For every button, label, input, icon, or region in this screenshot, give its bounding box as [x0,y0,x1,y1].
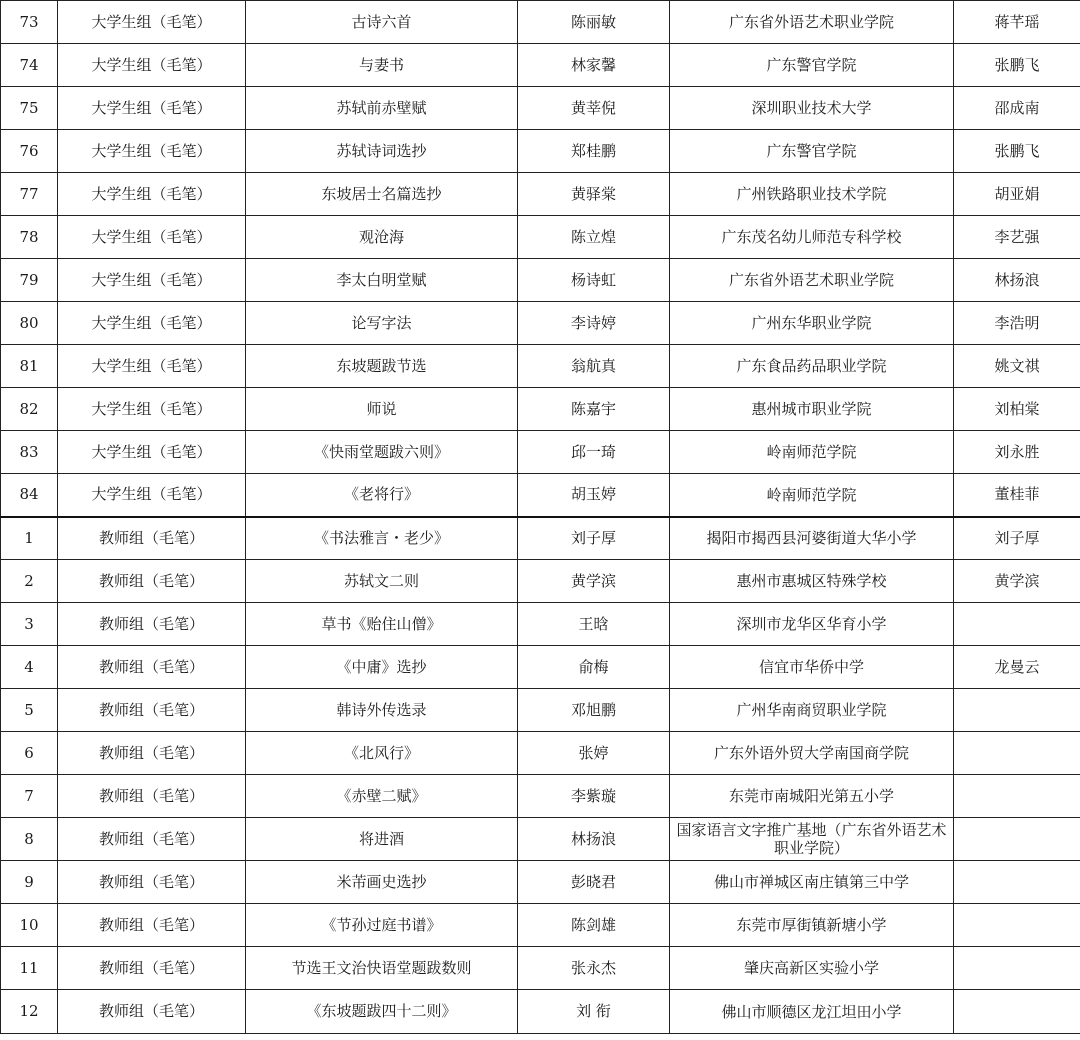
cell-number: 77 [1,173,58,216]
cell-number: 75 [1,87,58,130]
cell-author: 陈立煌 [518,216,670,259]
table-row [1,861,1080,904]
cell-author: 陈剑雄 [518,904,670,947]
cell-group: 大学生组（毛笔） [58,173,246,216]
cell-school: 东莞市厚街镇新塘小学 [670,904,954,947]
cell-author: 陈嘉宇 [518,388,670,431]
cell-number: 2 [1,560,58,603]
cell-number: 79 [1,259,58,302]
cell-work-title: 论写字法 [246,302,518,345]
cell-group: 大学生组（毛笔） [58,87,246,130]
cell-number: 74 [1,44,58,87]
cell-school: 深圳市龙华区华育小学 [670,603,954,646]
cell-school: 广东警官学院 [670,44,954,87]
cell-group: 教师组（毛笔） [58,775,246,818]
cell-school: 揭阳市揭西县河婆街道大华小学 [670,517,954,560]
cell-teacher [954,775,1080,818]
table-row [1,302,1080,345]
cell-teacher: 胡亚娟 [954,173,1080,216]
cell-author: 黄学滨 [518,560,670,603]
cell-group: 教师组（毛笔） [58,861,246,904]
table-row [1,87,1080,130]
cell-author: 俞梅 [518,646,670,689]
cell-school: 广州华南商贸职业学院 [670,689,954,732]
cell-school: 广东食品药品职业学院 [670,345,954,388]
cell-group: 大学生组（毛笔） [58,302,246,345]
cell-school: 国家语言文字推广基地（广东省外语艺术职业学院） [670,818,954,861]
cell-number: 6 [1,732,58,775]
cell-number: 1 [1,517,58,560]
cell-teacher [954,947,1080,990]
cell-work-title: 韩诗外传选录 [246,689,518,732]
cell-teacher: 黄学滨 [954,560,1080,603]
cell-work-title: 观沧海 [246,216,518,259]
cell-school: 广东茂名幼儿师范专科学校 [670,216,954,259]
cell-school: 广东外语外贸大学南国商学院 [670,732,954,775]
cell-work-title: 《北风行》 [246,732,518,775]
cell-work-title: 将进酒 [246,818,518,861]
cell-work-title: 东坡题跋节选 [246,345,518,388]
cell-group: 大学生组（毛笔） [58,44,246,87]
cell-school: 岭南师范学院 [670,431,954,474]
cell-number: 84 [1,474,58,517]
cell-author: 黄驿棠 [518,173,670,216]
cell-group: 教师组（毛笔） [58,689,246,732]
cell-school: 广州铁路职业技术学院 [670,173,954,216]
cell-work-title: 《书法雅言・老少》 [246,517,518,560]
table-row [1,130,1080,173]
cell-work-title: 《中庸》选抄 [246,646,518,689]
cell-group: 教师组（毛笔） [58,732,246,775]
cell-school: 深圳职业技术大学 [670,87,954,130]
cell-author: 翁航真 [518,345,670,388]
cell-group: 大学生组（毛笔） [58,259,246,302]
cell-group: 大学生组（毛笔） [58,1,246,44]
table-row [1,560,1080,603]
table-row [1,474,1080,517]
cell-author: 陈丽敏 [518,1,670,44]
cell-teacher [954,904,1080,947]
cell-number: 81 [1,345,58,388]
cell-teacher: 李浩明 [954,302,1080,345]
cell-group: 大学生组（毛笔） [58,388,246,431]
cell-teacher: 刘柏棠 [954,388,1080,431]
cell-teacher: 林扬浪 [954,259,1080,302]
cell-school: 广东警官学院 [670,130,954,173]
cell-number: 10 [1,904,58,947]
cell-work-title: 与妻书 [246,44,518,87]
cell-school: 惠州市惠城区特殊学校 [670,560,954,603]
cell-teacher: 董桂菲 [954,474,1080,517]
cell-group: 教师组（毛笔） [58,603,246,646]
cell-teacher [954,861,1080,904]
cell-author: 刘子厚 [518,517,670,560]
cell-school: 广东省外语艺术职业学院 [670,1,954,44]
table-row [1,388,1080,431]
cell-work-title: 《快雨堂题跋六则》 [246,431,518,474]
cell-work-title: 《老将行》 [246,474,518,517]
cell-number: 82 [1,388,58,431]
cell-group: 教师组（毛笔） [58,990,246,1034]
cell-work-title: 苏轼诗词选抄 [246,130,518,173]
cell-work-title: 师说 [246,388,518,431]
cell-author: 杨诗虹 [518,259,670,302]
cell-author: 刘 衔 [518,990,670,1034]
cell-work-title: 古诗六首 [246,1,518,44]
table-row [1,259,1080,302]
cell-teacher: 龙曼云 [954,646,1080,689]
table-row [1,216,1080,259]
cell-author: 李紫璇 [518,775,670,818]
cell-school: 肇庆高新区实验小学 [670,947,954,990]
cell-author: 彭晓君 [518,861,670,904]
cell-work-title: 米芾画史选抄 [246,861,518,904]
cell-group: 教师组（毛笔） [58,517,246,560]
cell-work-title: 草书《贻住山僧》 [246,603,518,646]
cell-number: 83 [1,431,58,474]
table-row [1,431,1080,474]
cell-teacher: 李艺强 [954,216,1080,259]
cell-work-title: 《赤壁二赋》 [246,775,518,818]
table-row [1,990,1080,1034]
table-row [1,947,1080,990]
cell-number: 7 [1,775,58,818]
cell-author: 林家馨 [518,44,670,87]
table-row [1,646,1080,689]
cell-number: 4 [1,646,58,689]
cell-teacher [954,732,1080,775]
cell-work-title: 《节孙过庭书谱》 [246,904,518,947]
table-row [1,732,1080,775]
cell-school: 信宜市华侨中学 [670,646,954,689]
cell-author: 李诗婷 [518,302,670,345]
cell-number: 3 [1,603,58,646]
cell-teacher [954,990,1080,1034]
cell-school: 广东省外语艺术职业学院 [670,259,954,302]
table-row [1,689,1080,732]
cell-teacher [954,603,1080,646]
cell-author: 邓旭鹏 [518,689,670,732]
cell-number: 73 [1,1,58,44]
cell-number: 76 [1,130,58,173]
cell-author: 张永杰 [518,947,670,990]
cell-teacher: 刘子厚 [954,517,1080,560]
cell-author: 郑桂鹏 [518,130,670,173]
cell-author: 王晗 [518,603,670,646]
cell-group: 大学生组（毛笔） [58,130,246,173]
cell-work-title: 苏轼文二则 [246,560,518,603]
cell-group: 大学生组（毛笔） [58,431,246,474]
table-row [1,1,1080,44]
cell-work-title: 节选王文治快语堂题跋数则 [246,947,518,990]
cell-teacher: 张鹏飞 [954,44,1080,87]
cell-group: 教师组（毛笔） [58,560,246,603]
cell-author: 张婷 [518,732,670,775]
cell-school: 惠州城市职业学院 [670,388,954,431]
cell-school: 佛山市禅城区南庄镇第三中学 [670,861,954,904]
table-row [1,904,1080,947]
cell-group: 大学生组（毛笔） [58,216,246,259]
cell-group: 教师组（毛笔） [58,646,246,689]
cell-number: 9 [1,861,58,904]
table-row [1,44,1080,87]
cell-work-title: 《东坡题跋四十二则》 [246,990,518,1034]
table-row [1,603,1080,646]
cell-number: 78 [1,216,58,259]
cell-group: 教师组（毛笔） [58,818,246,861]
cell-number: 8 [1,818,58,861]
cell-group: 大学生组（毛笔） [58,474,246,517]
cell-group: 大学生组（毛笔） [58,345,246,388]
cell-school: 广州东华职业学院 [670,302,954,345]
cell-number: 80 [1,302,58,345]
cell-author: 邱一琦 [518,431,670,474]
cell-teacher [954,818,1080,861]
cell-school: 东莞市南城阳光第五小学 [670,775,954,818]
cell-author: 林扬浪 [518,818,670,861]
table-row [1,517,1080,560]
cell-author: 黄莘倪 [518,87,670,130]
cell-teacher: 蒋芊瑶 [954,1,1080,44]
cell-teacher: 张鹏飞 [954,130,1080,173]
cell-group: 教师组（毛笔） [58,904,246,947]
cell-number: 11 [1,947,58,990]
cell-teacher: 邵成南 [954,87,1080,130]
cell-school: 岭南师范学院 [670,474,954,517]
cell-school: 佛山市顺德区龙江坦田小学 [670,990,954,1034]
cell-work-title: 东坡居士名篇选抄 [246,173,518,216]
cell-author: 胡玉婷 [518,474,670,517]
table-row [1,173,1080,216]
cell-teacher: 姚文祺 [954,345,1080,388]
table-row [1,775,1080,818]
cell-group: 教师组（毛笔） [58,947,246,990]
cell-number: 12 [1,990,58,1034]
award-list-body [1,1,1080,1034]
cell-work-title: 李太白明堂赋 [246,259,518,302]
cell-teacher: 刘永胜 [954,431,1080,474]
cell-teacher [954,689,1080,732]
table-row [1,818,1080,861]
table-row [1,345,1080,388]
cell-number: 5 [1,689,58,732]
cell-work-title: 苏轼前赤壁赋 [246,87,518,130]
